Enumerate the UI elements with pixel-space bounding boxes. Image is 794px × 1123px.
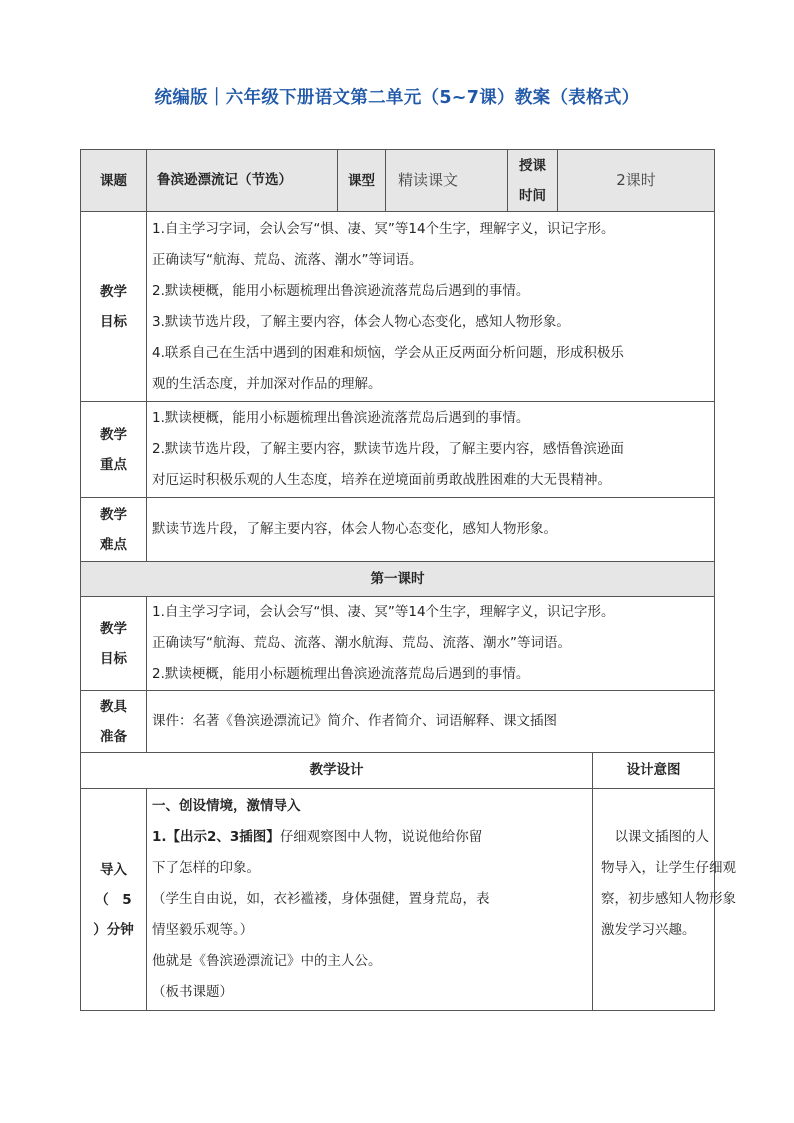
goals-label-line1: 教学 <box>100 283 127 300</box>
intro-answer-line2: 情坚毅乐观等。） <box>152 922 254 938</box>
intro-sentence: 他就是《鲁滨逊漂流记》中的主人公。 <box>152 953 382 969</box>
intro-note: （板书课题） <box>152 984 233 1000</box>
intent-header: 设计意图 <box>593 753 715 789</box>
prep-label <box>81 691 147 753</box>
intro-label-line2: （ 5 <box>95 891 132 908</box>
key-points-content <box>147 402 715 498</box>
intro-step-bold: 1.【出示2、3插图】 <box>152 829 280 845</box>
intro-step-rest: 仔细观察图中人物，说说他给你留 <box>279 829 483 845</box>
goals-label-line2: 目标 <box>100 313 127 330</box>
type-value: 精读课文 <box>386 150 508 212</box>
key-points-label-line2: 重点 <box>100 456 127 473</box>
prep-row <box>81 691 715 753</box>
intro-step-line2: 下了怎样的印象。 <box>152 860 260 876</box>
first-lesson-heading-row <box>81 562 715 597</box>
first-lesson-goals-label <box>81 597 147 691</box>
design-header: 教学设计 <box>81 753 593 789</box>
difficulties-content: 默读节选片段，了解主要内容，体会人物心态变化，感知人物形象。 <box>147 498 715 562</box>
goals-line: 正确读写“航海、荒岛、流落、潮水”等词语。 <box>152 251 423 268</box>
intent-line: 以课文插图的人 <box>601 829 709 845</box>
intent-content <box>593 789 736 1011</box>
prep-label-line1: 教具 <box>100 698 127 715</box>
goals-line: 观的生活态度，并加深对作品的理解。 <box>152 375 382 392</box>
prep-content: 课件：名著《鲁滨逊漂流记》简介、作者简介、词语解释、课文插图 <box>147 691 715 753</box>
first-lesson-goals-content <box>147 597 715 691</box>
intro-answer-line1: （学生自由说，如，衣衫褴褛，身体强健，置身荒岛，表 <box>152 891 490 907</box>
goals-line: 4.联系自己在生活中遇到的困难和烦恼，学会从正反两面分析问题，形成积极乐 <box>152 344 624 361</box>
goals-line: 1.自主学习字词，会认会写“惧、凄、冥”等14个生字，理解字义，识记字形。 <box>152 220 615 237</box>
difficulties-label <box>81 498 147 562</box>
time-label <box>508 150 558 212</box>
lesson-label: 课题 <box>81 150 147 212</box>
intro-content <box>147 789 593 1011</box>
prep-label-line2: 准备 <box>100 728 127 745</box>
key-points-label <box>81 402 147 498</box>
design-header-row <box>81 753 715 789</box>
key-points-line: 对厄运时积极乐观的人生态度，培养在逆境面前勇敢战胜困难的大无畏精神。 <box>152 472 611 488</box>
time-label-line2: 时间 <box>519 187 546 204</box>
difficulties-label-line2: 难点 <box>100 536 127 553</box>
intent-line: 察，初步感知人物形象 <box>601 891 736 907</box>
type-label: 课型 <box>338 150 386 212</box>
first-lesson-goals-line: 2.默读梗概，能用小标题梳理出鲁滨逊流落荒岛后遇到的事情。 <box>152 666 530 682</box>
goals-row <box>81 212 715 402</box>
intro-step-line1 <box>152 822 587 853</box>
first-lesson-goals-label-line1: 教学 <box>100 620 127 637</box>
document-title: 统编版｜六年级下册语文第二单元（5~7课）教案（表格式） <box>154 88 640 108</box>
first-lesson-heading: 第一课时 <box>81 562 715 597</box>
goals-content <box>147 212 715 402</box>
lesson-value: 鲁滨逊漂流记（节选） <box>147 150 338 212</box>
time-value: 2课时 <box>558 150 715 212</box>
goals-line: 3.默读节选片段，了解主要内容，体会人物心态变化，感知人物形象。 <box>152 313 570 330</box>
key-points-line: 1.默读梗概，能用小标题梳理出鲁滨逊流落荒岛后遇到的事情。 <box>152 410 530 426</box>
first-lesson-goals-label-line2: 目标 <box>100 650 127 667</box>
key-points-line: 2.默读节选片段，了解主要内容，默读节选片段，了解主要内容，感悟鲁滨逊面 <box>152 441 624 457</box>
intro-label <box>81 789 147 1011</box>
intro-section-title: 一、创设情境，激情导入 <box>152 798 301 814</box>
first-lesson-goals-row <box>81 597 715 691</box>
difficulties-label-line1: 教学 <box>100 506 127 523</box>
first-lesson-goals-line: 1.自主学习字词，会认会写“惧、凄、冥”等14个生字，理解字义，识记字形。 <box>152 604 615 620</box>
goals-label <box>81 212 147 402</box>
difficulties-row <box>81 498 715 562</box>
lesson-plan-table <box>80 149 736 1011</box>
header-row <box>81 150 715 212</box>
key-points-label-line1: 教学 <box>100 426 127 443</box>
intro-label-line3: ）分钟 <box>93 921 134 938</box>
key-points-row <box>81 402 715 498</box>
intro-label-line1: 导入 <box>100 861 127 878</box>
intent-line: 物导入，让学生仔细观 <box>601 860 736 876</box>
intro-row <box>81 789 715 1011</box>
goals-line: 2.默读梗概，能用小标题梳理出鲁滨逊流落荒岛后遇到的事情。 <box>152 282 530 299</box>
time-label-line1: 授课 <box>519 157 546 174</box>
first-lesson-goals-line: 正确读写“航海、荒岛、流落、潮水航海、荒岛、流落、潮水”等词语。 <box>152 635 571 651</box>
intent-line: 激发学习兴趣。 <box>601 922 696 938</box>
